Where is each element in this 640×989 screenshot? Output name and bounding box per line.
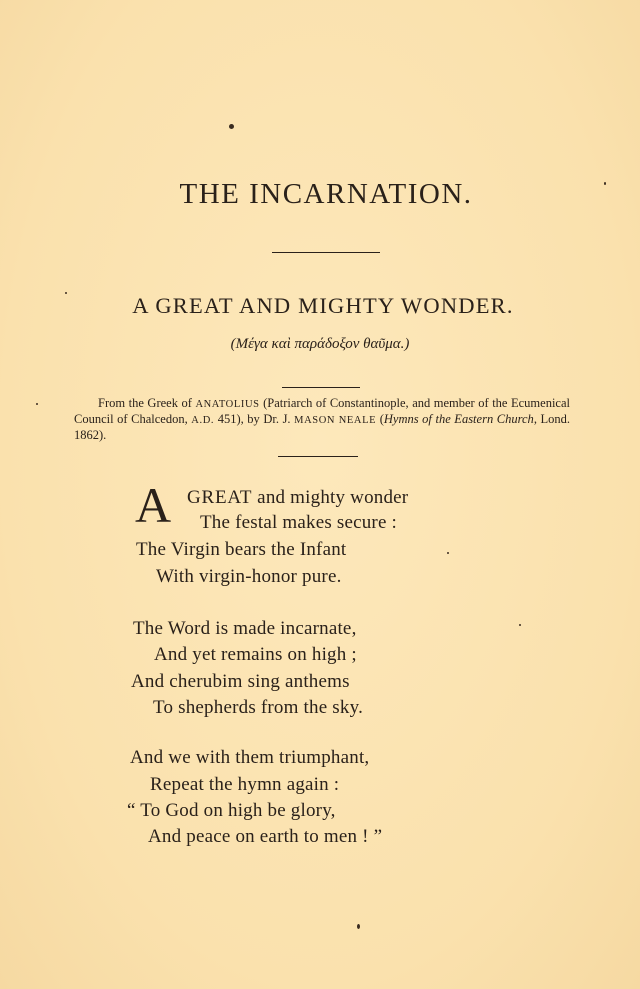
verse-line: The festal makes secure : [200, 512, 398, 533]
author-name: ANATOLIUS [195, 399, 260, 410]
verse-line: And peace on earth to men ! ” [148, 826, 383, 847]
verse-line: And yet remains on high ; [154, 644, 357, 665]
source-text: (Patriarch of Constantinople, and member of the Ecumenical Council of Chalcedon, [74, 396, 570, 426]
source-text: , Lond. 1862). [74, 412, 571, 442]
translator-name: MASON NEALE [294, 415, 377, 426]
book-title: Hymns of the Eastern Church [383, 412, 534, 426]
source-divider-bottom [278, 456, 358, 457]
section-title: THE INCARNATION. [179, 178, 473, 210]
first-word-caps: GREAT [187, 487, 253, 508]
title-divider [272, 252, 380, 253]
drop-cap: A [135, 477, 172, 533]
era-label: A.D. [191, 415, 215, 426]
verse-line: And cherubim sing anthems [131, 671, 350, 692]
ink-speck [229, 124, 234, 129]
hymn-title: A GREAT AND MIGHTY WONDER. [132, 293, 514, 318]
verse-line: The Word is made incarnate, [133, 618, 357, 639]
first-line-text: and mighty wonder [252, 487, 409, 508]
verse-line: To shepherds from the sky. [153, 697, 364, 718]
verse-line: The Virgin bears the Infant [136, 539, 347, 560]
ink-speck [519, 624, 521, 626]
source-note-text [74, 396, 570, 443]
ink-speck [357, 924, 360, 929]
source-text: 451), by Dr. J. [214, 412, 295, 426]
ink-speck [36, 403, 38, 405]
verse-line: Repeat the hymn again : [150, 774, 340, 795]
verse-line: “ To God on high be glory, [127, 800, 336, 821]
verse-line [187, 487, 408, 509]
source-text: ( [376, 412, 384, 426]
source-divider-top [282, 387, 360, 388]
verse-line: And we with them triumphant, [130, 747, 370, 768]
greek-title: (Μέγα καὶ παράδοξον θαῦμα.) [230, 336, 410, 352]
verse-line: With virgin-honor pure. [156, 566, 342, 587]
source-note [74, 396, 570, 443]
ink-speck [447, 552, 449, 554]
source-text: From the Greek of [98, 396, 196, 410]
